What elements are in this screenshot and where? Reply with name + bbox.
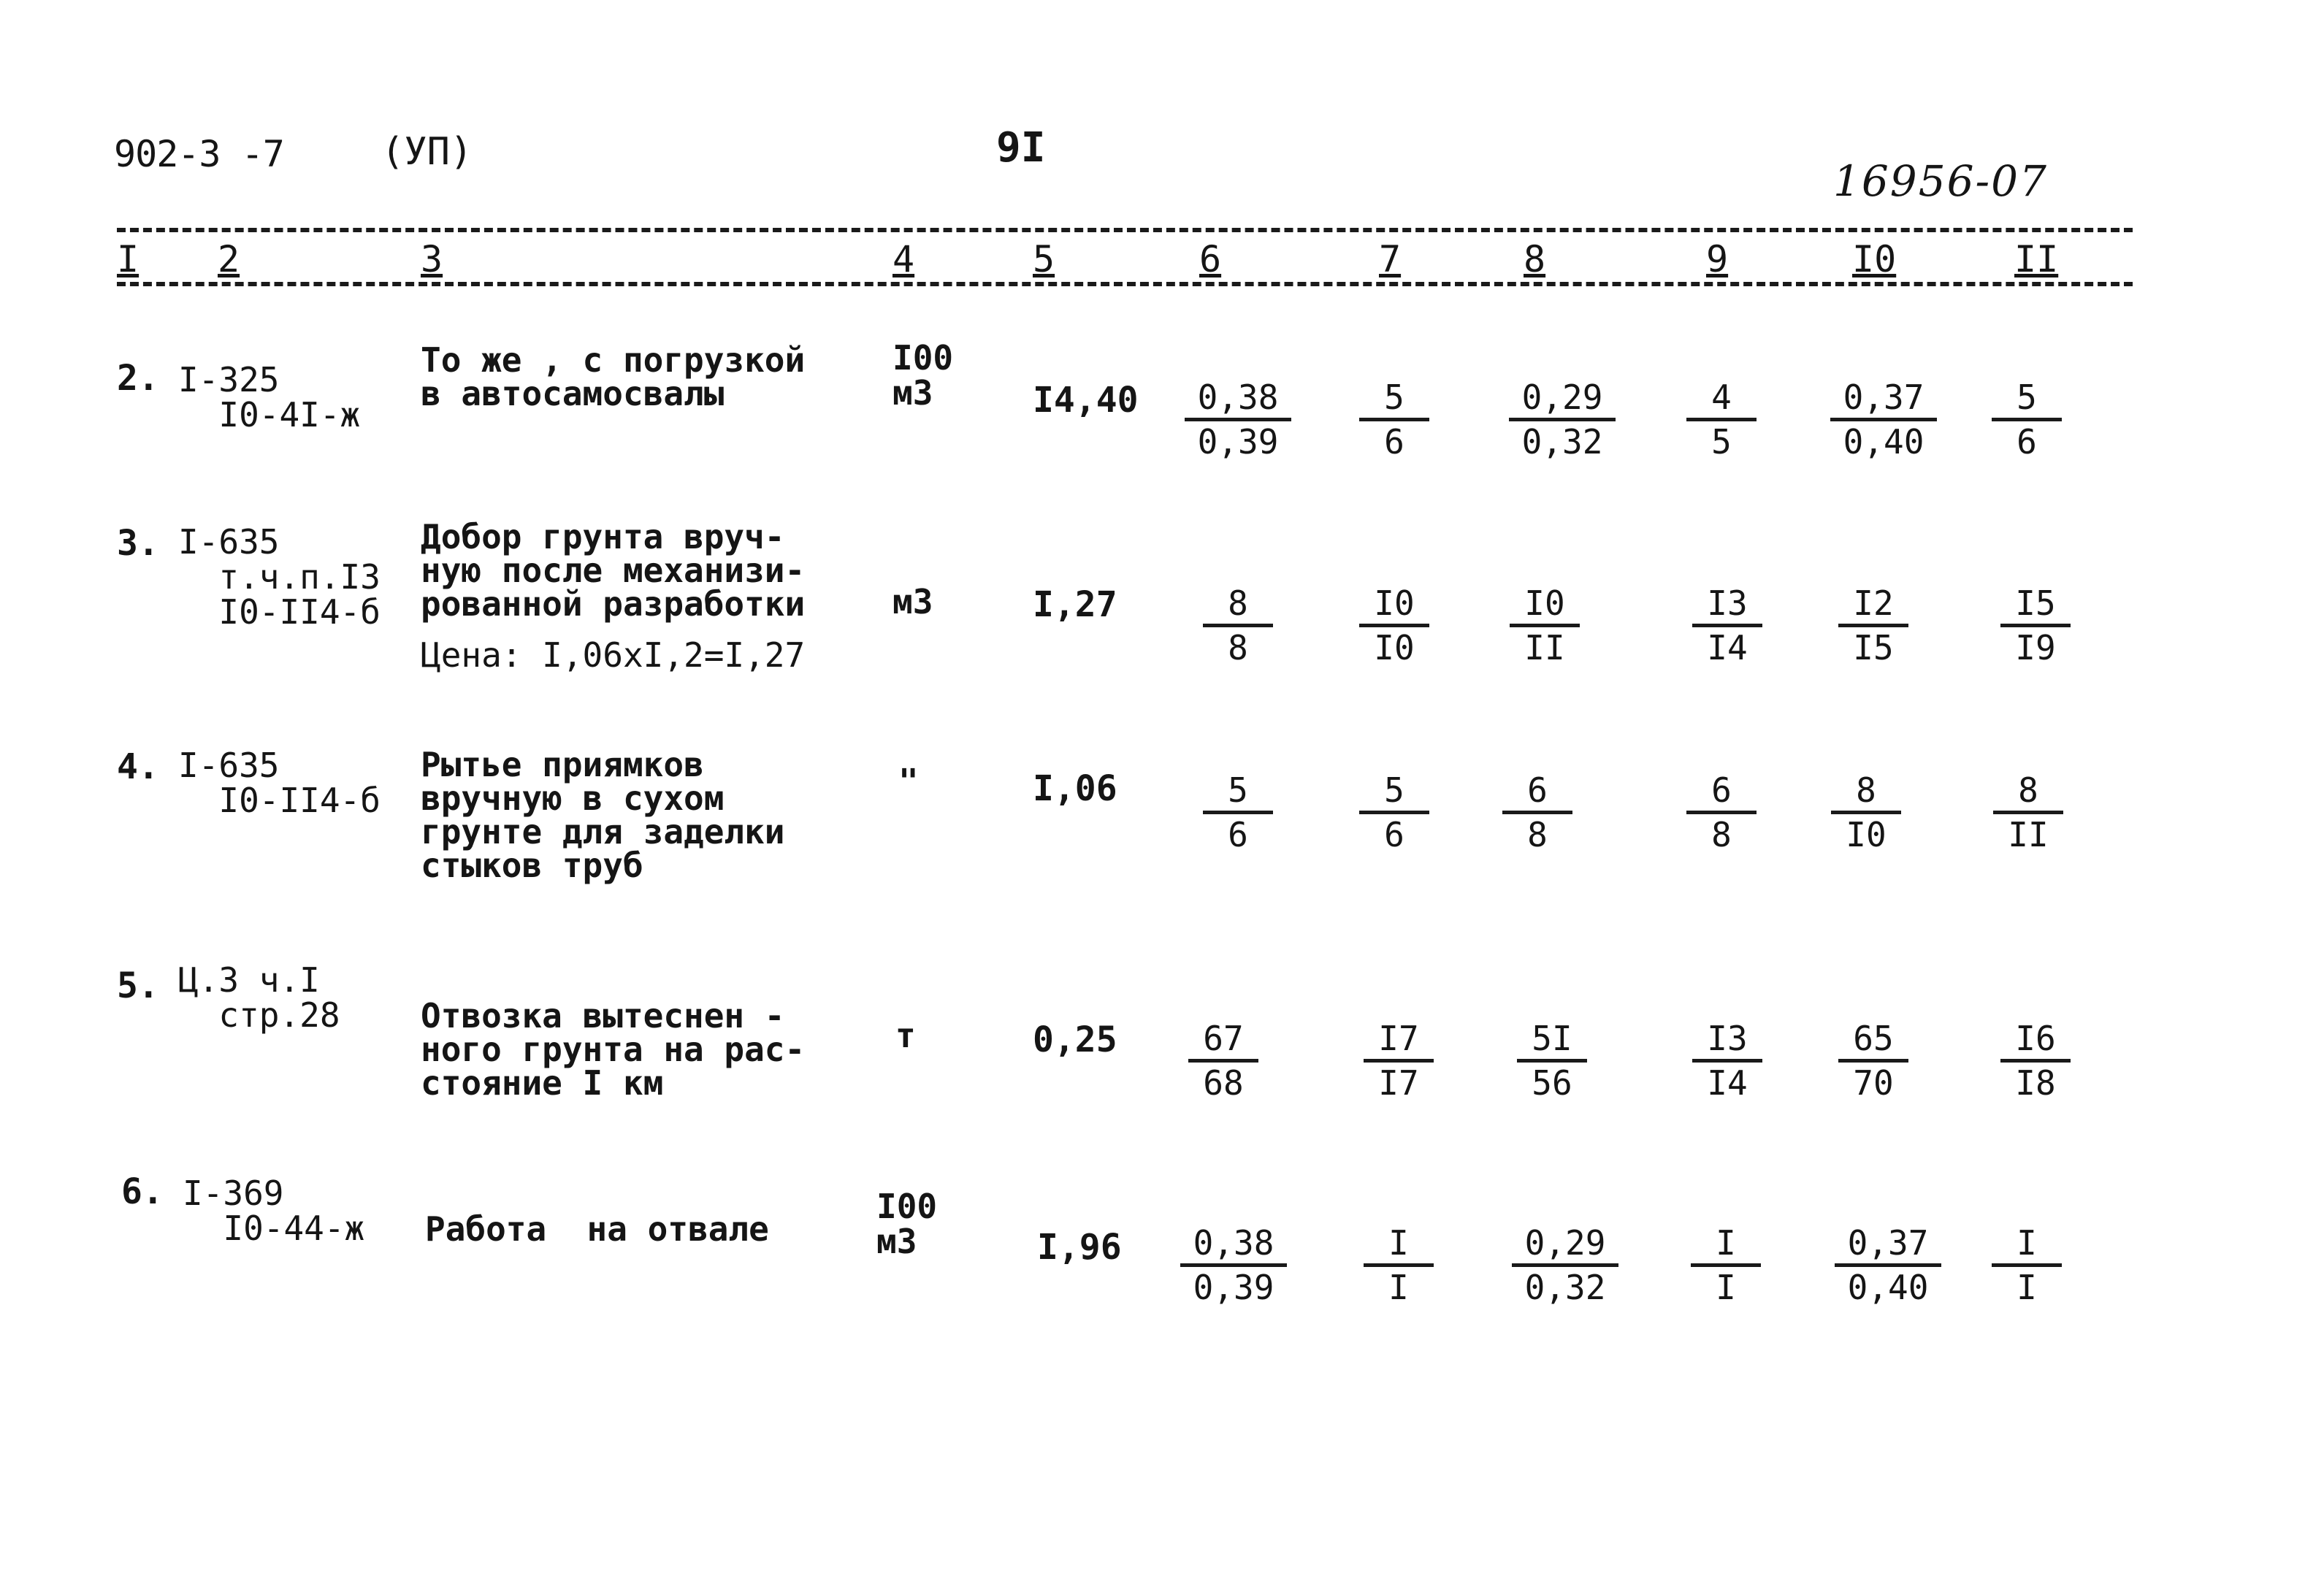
work-description: Добор грунта вруч- ную после механизи- рованной разработки [421, 517, 806, 624]
value-col-6 [1183, 584, 1293, 668]
value-lower: I4 [1707, 1063, 1748, 1103]
column-number-8: 8 [1524, 238, 1546, 280]
value-upper: 0,37 [1835, 1224, 1942, 1267]
value-col-9 [1673, 584, 1782, 668]
value-lower: I8 [2015, 1063, 2056, 1103]
value-col-9 [1673, 1019, 1782, 1103]
value-lower: 0,32 [1524, 1268, 1606, 1307]
value-upper: I [1691, 1224, 1761, 1267]
value-lower: 8 [1527, 815, 1548, 854]
value-col-6 [1183, 378, 1293, 462]
norm-code: Ц.3 ч.I стр.28 [178, 960, 340, 1035]
value-lower: I0 [1846, 815, 1887, 854]
value-lower: 56 [1532, 1063, 1572, 1103]
value-col-10 [1833, 1224, 1943, 1308]
value-upper: I6 [2000, 1019, 2071, 1063]
value-upper: 8 [1203, 584, 1273, 627]
quantity: 0,25 [1033, 1019, 1117, 1060]
value-col-7 [1339, 771, 1449, 855]
unit: т [895, 1016, 916, 1055]
value-col-10 [1811, 771, 1921, 855]
work-description: Отвозка вытеснен - ного грунта на рас- стояние I км [421, 996, 806, 1103]
value-upper: 8 [1831, 771, 1901, 814]
value-col-8 [1490, 584, 1599, 668]
value-col-10 [1819, 584, 1928, 668]
value-upper: I [1364, 1224, 1434, 1267]
value-upper: 67 [1188, 1019, 1258, 1063]
value-col-8 [1497, 1019, 1607, 1103]
value-col-7 [1339, 584, 1449, 668]
value-upper: I0 [1510, 584, 1580, 627]
value-lower: I [1716, 1268, 1736, 1307]
value-upper: I7 [1364, 1019, 1434, 1063]
value-col-11 [1972, 1224, 2082, 1308]
value-lower: 0,40 [1843, 422, 1924, 462]
value-upper: I3 [1692, 584, 1762, 627]
value-upper: 0,37 [1830, 378, 1938, 421]
value-upper: 5I [1517, 1019, 1587, 1063]
value-lower: I [2017, 1268, 2037, 1307]
value-col-11 [1981, 1019, 2090, 1103]
row-number: 5. [117, 965, 159, 1006]
value-lower: 6 [1228, 815, 1248, 854]
value-upper: 6 [1502, 771, 1572, 814]
row-number: 2. [117, 358, 159, 399]
quantity: I4,40 [1033, 380, 1139, 421]
value-col-6 [1169, 1019, 1278, 1103]
value-col-7 [1339, 378, 1449, 462]
value-col-11 [1973, 771, 2083, 855]
table-top-rule [117, 228, 2133, 232]
unit: I00 м3 [876, 1187, 938, 1261]
value-col-9 [1667, 771, 1776, 855]
value-lower: II [2008, 815, 2049, 854]
work-description: То же , с погрузкой в автосамосвалы [421, 340, 806, 413]
value-col-11 [1981, 584, 2090, 668]
quantity: I,27 [1033, 584, 1117, 625]
document-code: 902-3 -7 [114, 133, 284, 175]
page-number: 9I [996, 124, 1046, 172]
value-upper: I0 [1359, 584, 1429, 627]
column-number-5: 5 [1033, 238, 1055, 280]
value-lower: 8 [1228, 628, 1248, 667]
value-col-10 [1829, 378, 1938, 462]
value-upper: I3 [1692, 1019, 1762, 1063]
column-number-2: 2 [218, 238, 240, 280]
price-note: Цена: I,06хI,2=I,27 [421, 635, 806, 675]
value-lower: I [1388, 1268, 1409, 1307]
section-label: (УП) [381, 130, 473, 174]
work-description: Работа на отвале [425, 1209, 769, 1249]
row-number: 6. [121, 1171, 164, 1212]
value-upper: I2 [1838, 584, 1908, 627]
table-header-rule [117, 282, 2133, 286]
value-upper: 5 [1992, 378, 2062, 421]
value-lower: I7 [1378, 1063, 1419, 1103]
value-lower: 68 [1203, 1063, 1244, 1103]
value-col-6 [1183, 771, 1293, 855]
norm-code: I-325 I0-4I-ж [178, 360, 361, 435]
value-lower: 0,40 [1847, 1268, 1929, 1307]
value-col-8 [1507, 378, 1617, 462]
quantity: I,06 [1033, 768, 1117, 809]
value-lower: 0,39 [1197, 422, 1279, 462]
unit: м3 [892, 582, 933, 621]
value-lower: 8 [1711, 815, 1732, 854]
value-col-11 [1972, 378, 2082, 462]
work-description: Рытье приямков вручную в сухом грунте для заделки стыков труб [421, 745, 785, 885]
value-lower: 6 [1384, 422, 1404, 462]
value-col-7 [1344, 1019, 1453, 1103]
value-upper: 6 [1686, 771, 1757, 814]
column-number-3: 3 [421, 238, 443, 280]
value-upper: I5 [2000, 584, 2071, 627]
value-lower: 6 [1384, 815, 1404, 854]
value-upper: 5 [1359, 771, 1429, 814]
value-lower: 0,39 [1193, 1268, 1274, 1307]
column-number-7: 7 [1379, 238, 1402, 280]
value-upper: 0,38 [1180, 1224, 1288, 1267]
column-number-4: 4 [892, 238, 915, 280]
value-lower: 6 [2017, 422, 2037, 462]
column-number-9: 9 [1706, 238, 1729, 280]
value-col-8 [1510, 1224, 1620, 1308]
value-upper: 4 [1686, 378, 1757, 421]
norm-code: I-635 т.ч.п.I3 I0-II4-б [178, 522, 381, 632]
value-upper: 5 [1359, 378, 1429, 421]
value-lower: 70 [1853, 1063, 1894, 1103]
value-upper: 0,29 [1512, 1224, 1619, 1267]
column-number-1: I [117, 238, 139, 280]
value-upper: 65 [1838, 1019, 1908, 1063]
value-upper: 0,29 [1509, 378, 1616, 421]
value-lower: I4 [1707, 628, 1748, 667]
value-col-10 [1819, 1019, 1928, 1103]
value-lower: I0 [1374, 628, 1415, 667]
value-col-6 [1179, 1224, 1288, 1308]
unit: I00 м3 [892, 338, 954, 413]
value-upper: 8 [1993, 771, 2063, 814]
value-col-8 [1483, 771, 1592, 855]
column-number-10: I0 [1852, 238, 1897, 280]
quantity: I,96 [1037, 1227, 1122, 1268]
value-upper: 0,38 [1185, 378, 1292, 421]
value-lower: I9 [2015, 628, 2056, 667]
value-lower: I5 [1853, 628, 1894, 667]
value-lower: 0,32 [1521, 422, 1603, 462]
norm-code: I-369 I0-44-ж [183, 1174, 365, 1248]
value-col-7 [1344, 1224, 1453, 1308]
column-number-6: 6 [1199, 238, 1222, 280]
column-number-11: II [2014, 238, 2059, 280]
norm-code: I-635 I0-II4-б [178, 746, 381, 820]
unit: " [898, 762, 919, 801]
row-number: 3. [117, 523, 159, 564]
value-col-9 [1671, 1224, 1781, 1308]
value-lower: II [1524, 628, 1565, 667]
value-upper: 5 [1203, 771, 1273, 814]
row-number: 4. [117, 746, 159, 787]
handwritten-number: 16956-07 [1833, 156, 2048, 206]
value-col-9 [1667, 378, 1776, 462]
value-lower: 5 [1711, 422, 1732, 462]
value-upper: I [1992, 1224, 2062, 1267]
